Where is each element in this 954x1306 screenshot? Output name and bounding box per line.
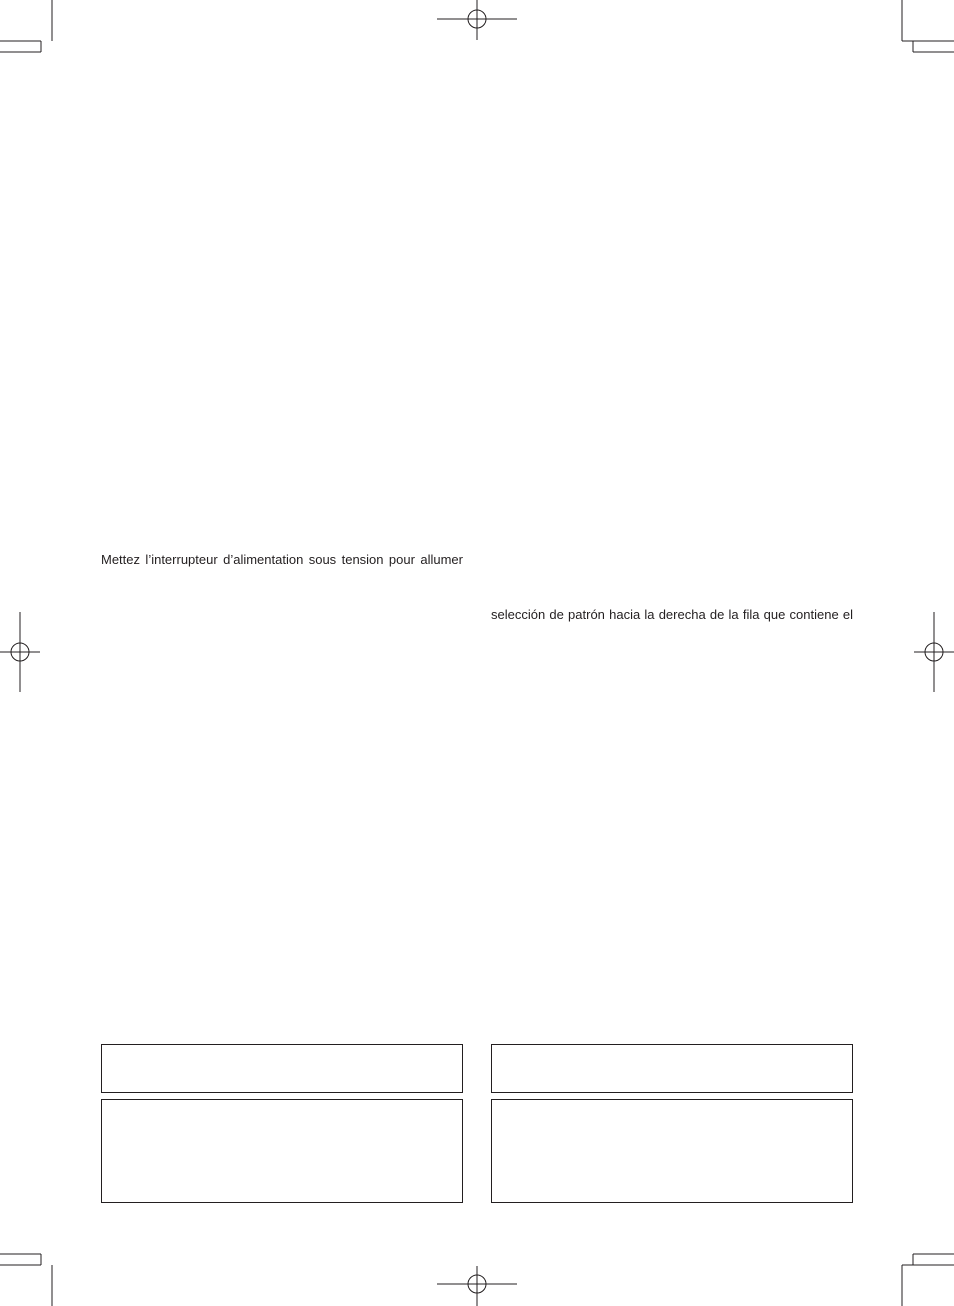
- registration-target-left: [0, 612, 40, 692]
- crop-mark-bottom-left: [0, 1254, 52, 1306]
- crop-mark-bottom-right: [902, 1254, 954, 1306]
- empty-box-right-bottom: [491, 1099, 853, 1203]
- french-text-line: Mettez l’interrupteur d’alimentation sous tension pour allumer: [101, 552, 463, 567]
- crop-mark-top-right: [902, 0, 954, 52]
- empty-box-right-top: [491, 1044, 853, 1093]
- crop-mark-top-left: [0, 0, 52, 52]
- registration-target-top: [437, 0, 517, 40]
- registration-target-bottom: [437, 1266, 517, 1306]
- spanish-text-line: selección de patrón hacia la derecha de la fila que contiene el: [491, 607, 853, 622]
- registration-target-right: [914, 612, 954, 692]
- empty-box-left-bottom: [101, 1099, 463, 1203]
- empty-box-left-top: [101, 1044, 463, 1093]
